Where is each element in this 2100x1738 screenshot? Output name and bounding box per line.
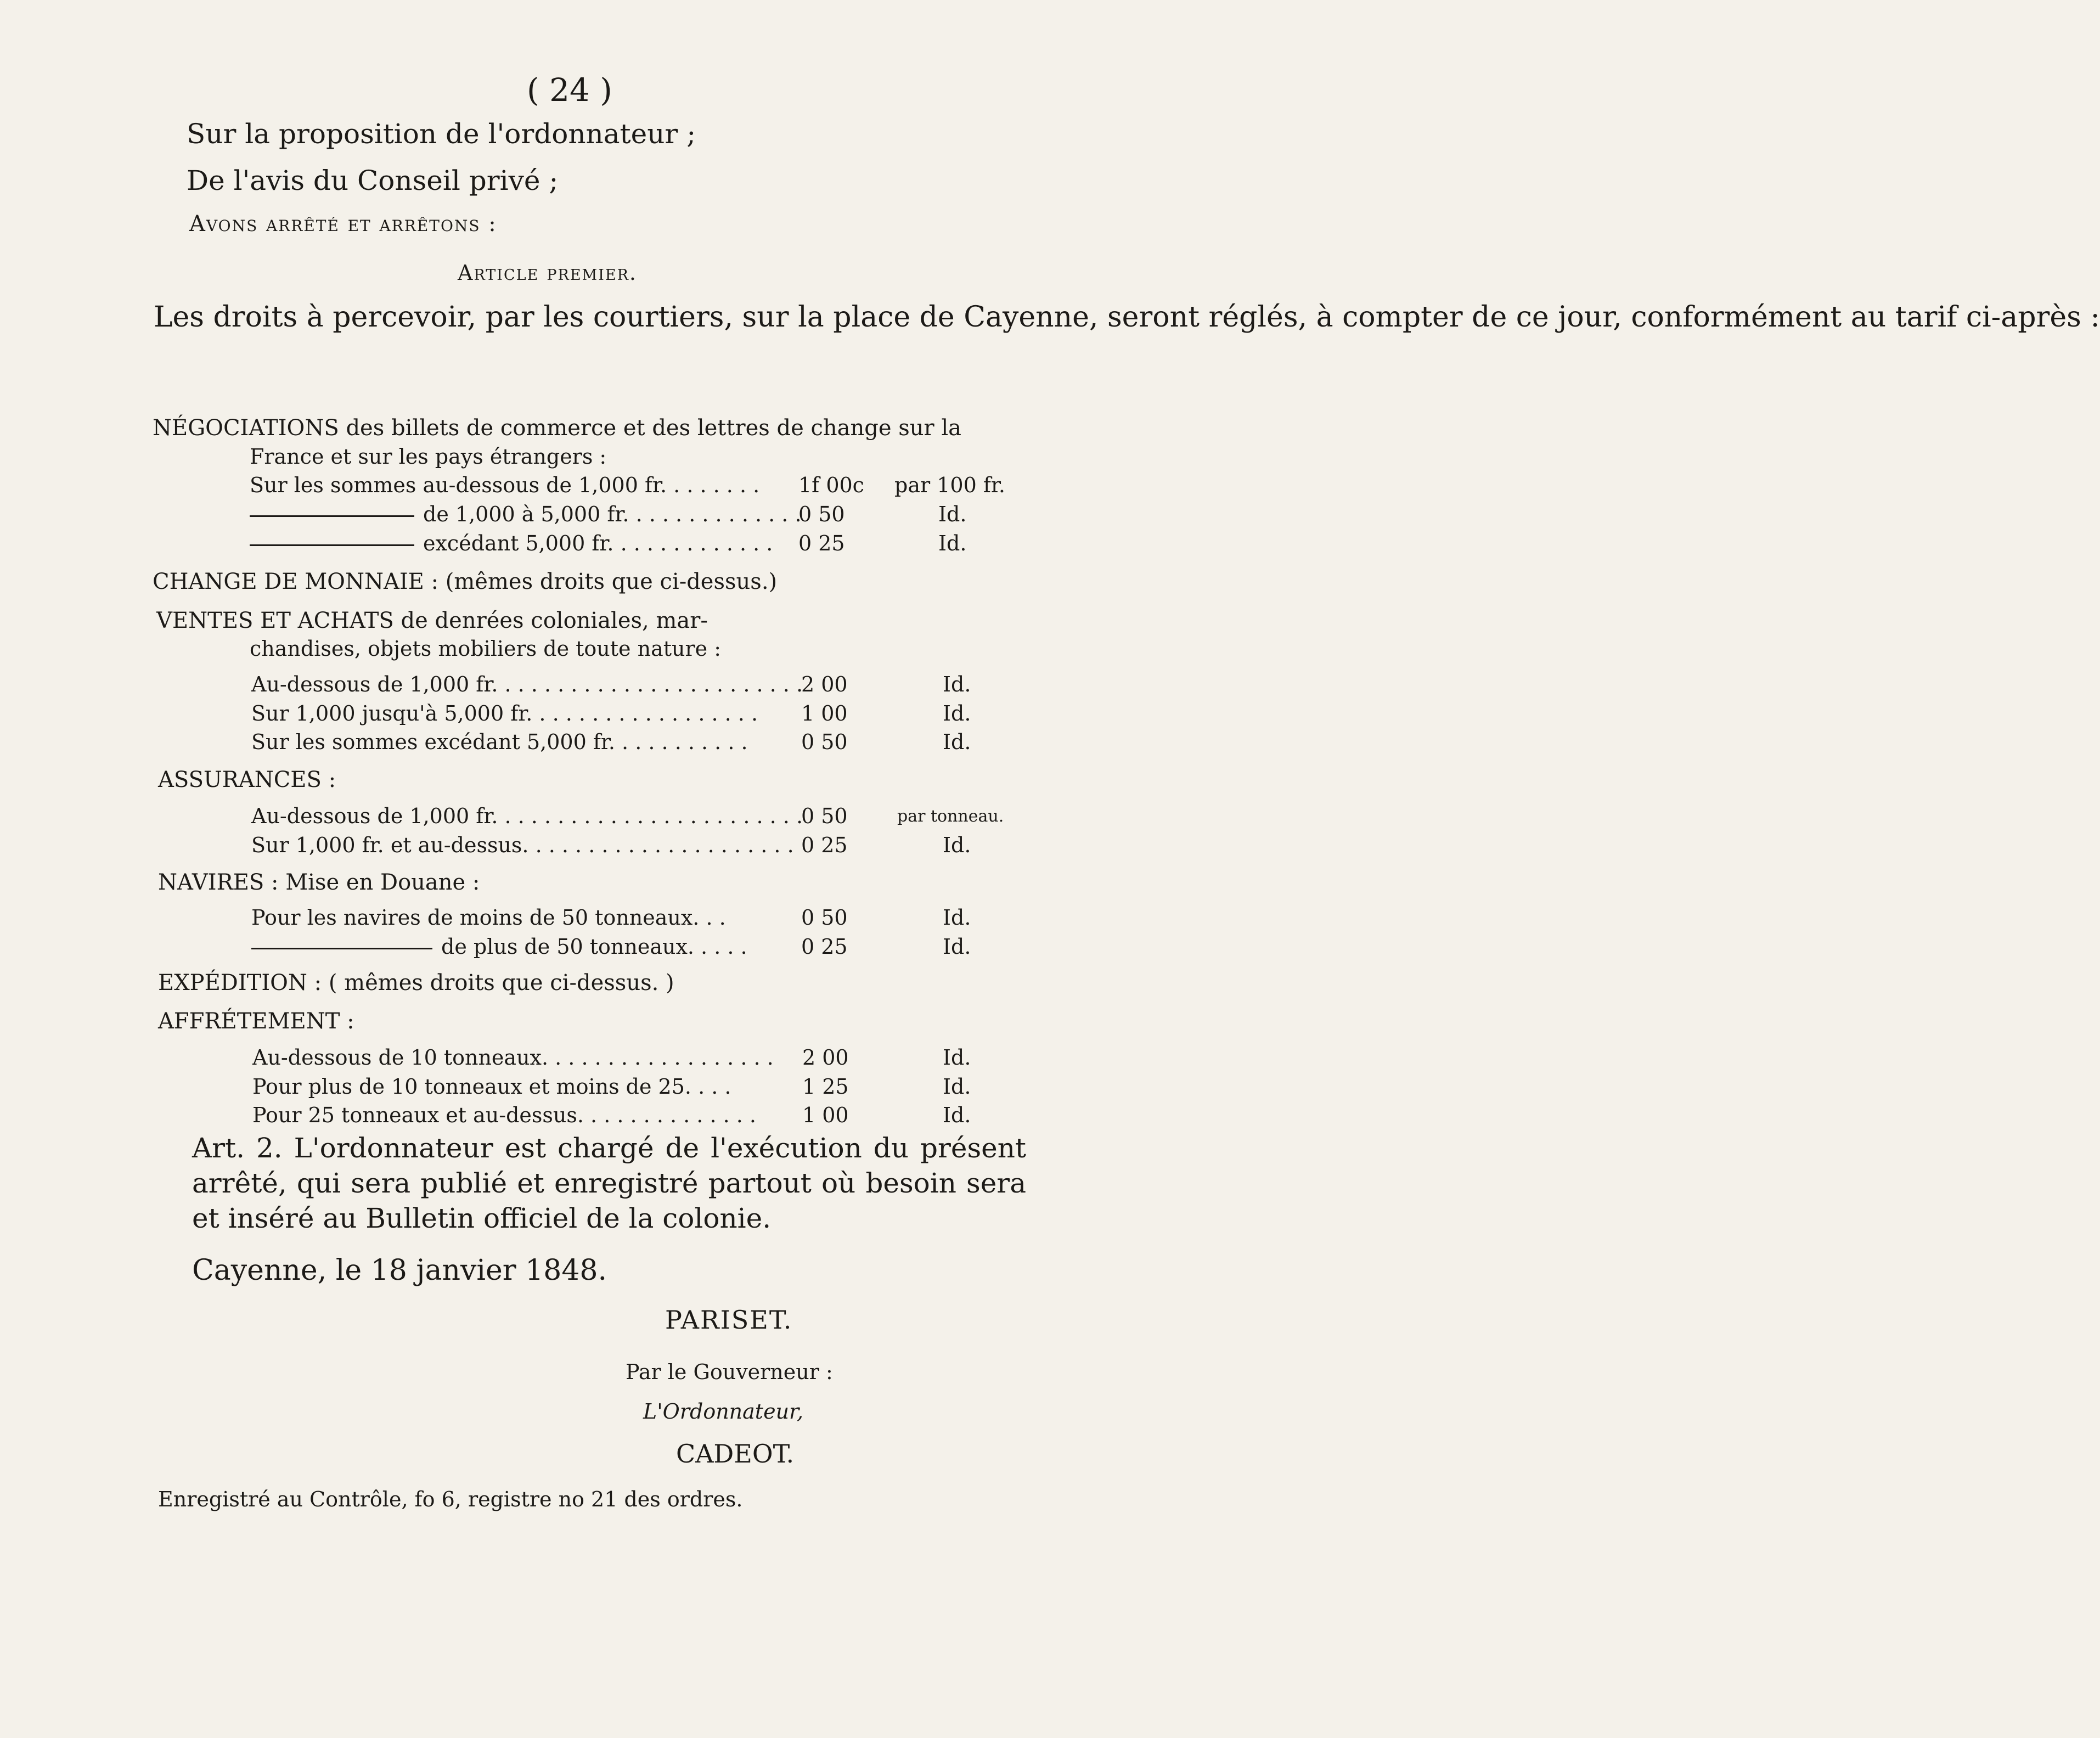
registration-note: Enregistré au Contrôle, fo 6, registre no 21 des ordres. [158,1487,743,1511]
negociations-row-3-value: 0 25 [798,531,845,555]
negociations-row-3-label [250,531,773,555]
affretement-row-3-label: Pour 25 tonneaux et au-dessus. . . . . . . . . . . . . . [252,1103,757,1127]
negociations-row-1-unit: par 100 fr. [894,473,1005,497]
navires-row-2-unit: Id. [943,935,971,959]
signature-cadeot: CADEOT. [676,1439,795,1469]
ditto-dash [250,544,414,546]
ventes-row-1-value: 2 00 [801,672,848,696]
section-negociations-title-2: France et sur les pays étrangers : [250,445,607,469]
article-1-text [154,299,2100,335]
article-2-text: Art. 2. L'ordonnateur est chargé de l'exécution du présent arrêté, qui sera publié et enregistré partout où besoin sera et inséré au Bulletin officiel de la colonie. [192,1132,1026,1234]
section-assurances-title: ASSURANCES : [158,767,336,792]
signature-by: Par le Gouverneur : [626,1360,833,1384]
affretement-row-3-value: 1 00 [802,1103,849,1127]
negociations-row-2-value: 0 50 [798,502,845,526]
article-heading: Article premier. [458,261,637,285]
assurances-row-1-value: 0 50 [801,804,848,828]
affretement-row-1-value: 2 00 [802,1045,849,1070]
affretement-row-2-label: Pour plus de 10 tonneaux et moins de 25. . . . [252,1075,731,1099]
ventes-row-1-unit: Id. [943,672,971,696]
ventes-row-2-label: Sur 1,000 jusqu'à 5,000 fr. . . . . . . . . . . . . . . . . . [251,701,758,725]
affretement-row-1-label: Au-dessous de 10 tonneaux. . . . . . . . . . . . . . . . . . [252,1045,774,1070]
ventes-row-2-unit: Id. [943,701,971,725]
date-line: Cayenne, le 18 janvier 1848. [192,1254,607,1287]
affretement-row-2-value: 1 25 [802,1075,849,1099]
ditto-dash [250,515,414,517]
preamble-line-2: De l'avis du Conseil privé ; [187,165,559,196]
signature-title: L'Ordonnateur, [643,1399,804,1424]
assurances-row-2-value: 0 25 [801,833,848,857]
ventes-row-3-label: Sur les sommes excédant 5,000 fr. . . . . . . . . . . [251,730,748,754]
ditto-dash [251,948,432,949]
affretement-row-2-unit: Id. [943,1075,971,1099]
navires-row-1-value: 0 50 [801,905,848,930]
navires-row-1-label: Pour les navires de moins de 50 tonneaux. . . [251,905,726,930]
signature-pariset: PARISET. [665,1305,793,1335]
negociations-row-2-text: de 1,000 à 5,000 fr. . . . . . . . . . . . . . [423,502,802,526]
ventes-row-1-label: Au-dessous de 1,000 fr. . . . . . . . . . . . . . . . . . . . . . . . [251,672,803,696]
navires-row-2-label [251,935,747,959]
section-negociations-title: NÉGOCIATIONS des billets de commerce et des lettres de change sur la [153,415,962,441]
assurances-row-2-label: Sur 1,000 fr. et au-dessus. . . . . . . . . . . . . . . . . . . . . [251,833,794,857]
negociations-row-1-value: 1f 00c [798,473,864,497]
assurances-row-2-unit: Id. [943,833,971,857]
ventes-row-2-value: 1 00 [801,701,848,725]
negociations-row-2-label [250,502,802,526]
section-affretement-title: AFFRÉTEMENT : [158,1009,354,1034]
navires-row-2-value: 0 25 [801,935,848,959]
affretement-row-3-unit: Id. [943,1103,971,1127]
article-1-paragraph: Les droits à percevoir, par les courtiers, sur la place de Cayenne, seront réglés, à compter de ce jour, conformément au tarif ci-après : [154,301,2100,334]
section-ventes-title: VENTES ET ACHATS de denrées coloniales, mar- [156,608,708,633]
negociations-row-3-text: excédant 5,000 fr. . . . . . . . . . . . . [423,531,773,555]
ventes-row-3-value: 0 50 [801,730,848,754]
assurances-row-1-label: Au-dessous de 1,000 fr. . . . . . . . . . . . . . . . . . . . . . . . [251,804,803,828]
ventes-row-3-unit: Id. [943,730,971,754]
section-ventes-title-2: chandises, objets mobiliers de toute nature : [250,637,722,661]
negociations-row-1-label: Sur les sommes au-dessous de 1,000 fr. . . . . . . . [250,473,760,497]
assurances-row-1-unit: par tonneau. [897,807,1004,826]
affretement-row-1-unit: Id. [943,1045,971,1070]
preamble-line-1: Sur la proposition de l'ordonnateur ; [187,118,696,150]
section-change: CHANGE DE MONNAIE : (mêmes droits que ci-dessus.) [153,569,778,594]
navires-row-1-unit: Id. [943,905,971,930]
section-navires-title: NAVIRES : Mise en Douane : [158,870,480,895]
negociations-row-3-unit: Id. [938,531,967,555]
navires-row-2-text: de plus de 50 tonneaux. . . . . [441,935,747,959]
negociations-row-2-unit: Id. [938,502,967,526]
page-number: ( 24 ) [527,71,612,109]
section-expedition: EXPÉDITION : ( mêmes droits que ci-dessus. ) [158,970,674,995]
preamble-line-3: Avons arrêté et arrêtons : [189,211,497,237]
